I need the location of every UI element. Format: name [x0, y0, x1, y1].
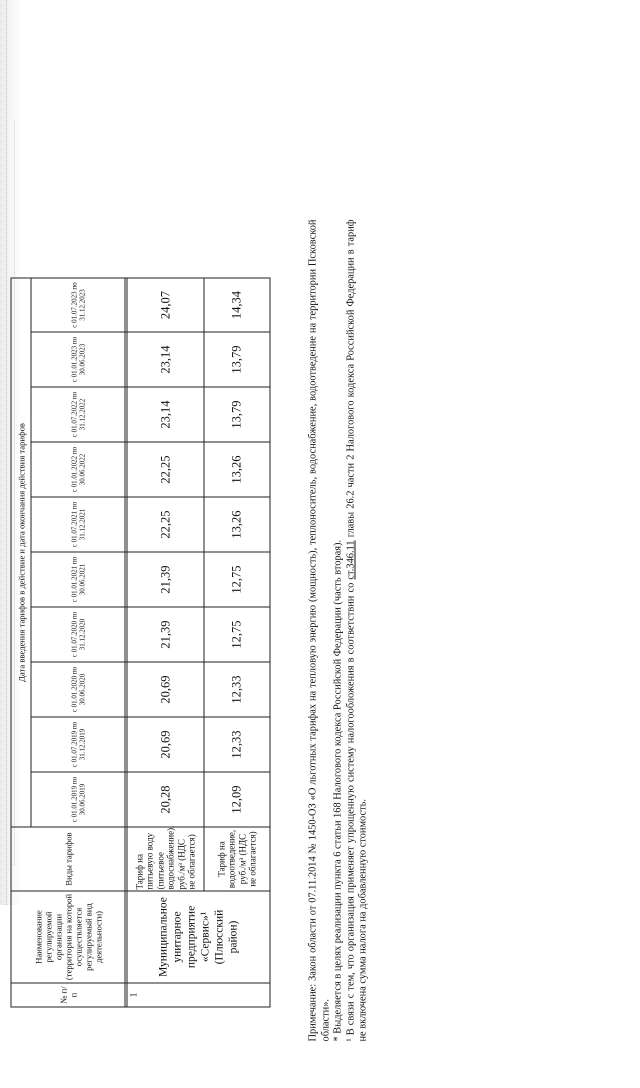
tariff-type-water: Тариф на питьевую воду (питьевое водоснабжение), руб./м³ (НДС не облагается)	[127, 827, 204, 891]
tariff-value: 13,79	[204, 332, 270, 387]
tariff-value: 20,69	[127, 662, 204, 717]
period-header: с 01.01.2020 по 30.06.2020	[31, 662, 125, 717]
tariff-value: 22,25	[127, 442, 204, 497]
tariff-value: 21,39	[127, 552, 204, 607]
tariff-value: 14,34	[204, 278, 270, 332]
period-header: с 01.01.2023 по 30.06.2023	[31, 332, 125, 387]
note-simplified-tax	[345, 220, 370, 1060]
tariff-value: 13,79	[204, 387, 270, 442]
tariff-value: 20,69	[127, 717, 204, 772]
note-text: главы 26.2 части 2 Налогового кодекса Российской Федерации в тариф не включена сумма налога на добавленную стоимость.	[345, 219, 369, 1042]
tariff-value: 13,26	[204, 497, 270, 552]
note-law: Примечание: Закон области от 07.11.2014 № 1450-ОЗ «О льготных тарифах на тепловую энергию (мощность), теплоноситель, водоснабжение, водоотведение на территории Псковской области».	[307, 219, 331, 1042]
period-header: с 01.01.2021 по 30.06.2021	[31, 552, 125, 607]
tax-code-article-link: ст.346.11	[345, 540, 356, 580]
tariff-value: 12,33	[204, 717, 270, 772]
rotated-page	[0, 193, 436, 1088]
period-header: с 01.07.2020 по 31.12.2020	[31, 607, 125, 662]
header-num: № п/п	[11, 983, 125, 1007]
note-vat-marker: * Выделяется в целях реализации пункта 6 статьи 168 Налогового кодекса Российской Федерации (часть вторая).	[332, 539, 344, 1042]
period-header: с 01.07.2021 по 31.12.2021	[31, 497, 125, 552]
tariff-value: 23,14	[127, 387, 204, 442]
period-header: с 01.01.2019 по 30.06.2019	[31, 772, 125, 827]
period-header: с 01.07.2019 по 31.12.2019	[31, 717, 125, 772]
period-header: с 01.07.2022 по 31.12.2022	[31, 387, 125, 442]
tariff-value: 21,39	[127, 607, 204, 662]
row-number: 1	[127, 983, 270, 1007]
tariff-value: 12,09	[204, 772, 270, 827]
organization-name: Муниципальное унитарное предприятие «Сервис»¹ (Плюсский район)	[127, 891, 270, 983]
tariffs-table	[11, 278, 271, 1008]
tariff-value: 12,75	[204, 552, 270, 607]
tariff-value: 22,25	[127, 497, 204, 552]
tariff-value: 12,33	[204, 662, 270, 717]
header-tariff-types: Виды тарифов	[11, 827, 125, 891]
period-header: с 01.07.2023 по 31.12.2023	[31, 278, 125, 332]
header-organization: Наименование регулируемой организации (территория на которой осуществляется регулируемый вид деятельности)	[11, 891, 125, 983]
period-header: с 01.01.2022 по 30.06.2022	[31, 442, 125, 497]
tariff-value: 23,14	[127, 332, 204, 387]
note-text: ¹ В связи с тем, что организация применяет упрощенную систему налогообложения в соответствии со	[345, 582, 356, 1042]
tariff-value: 20,28	[127, 772, 204, 827]
tariff-type-sewerage: Тариф на водоотведение, руб./м³ (НДС не облагается)	[204, 827, 270, 891]
tariff-value: 24,07	[127, 278, 204, 332]
tariff-value: 13,26	[204, 442, 270, 497]
footnotes	[308, 220, 371, 1060]
tariff-value: 12,75	[204, 607, 270, 662]
header-dates-group: Дата введения тарифов в действие и дата окончания действия тарифов	[11, 278, 31, 827]
